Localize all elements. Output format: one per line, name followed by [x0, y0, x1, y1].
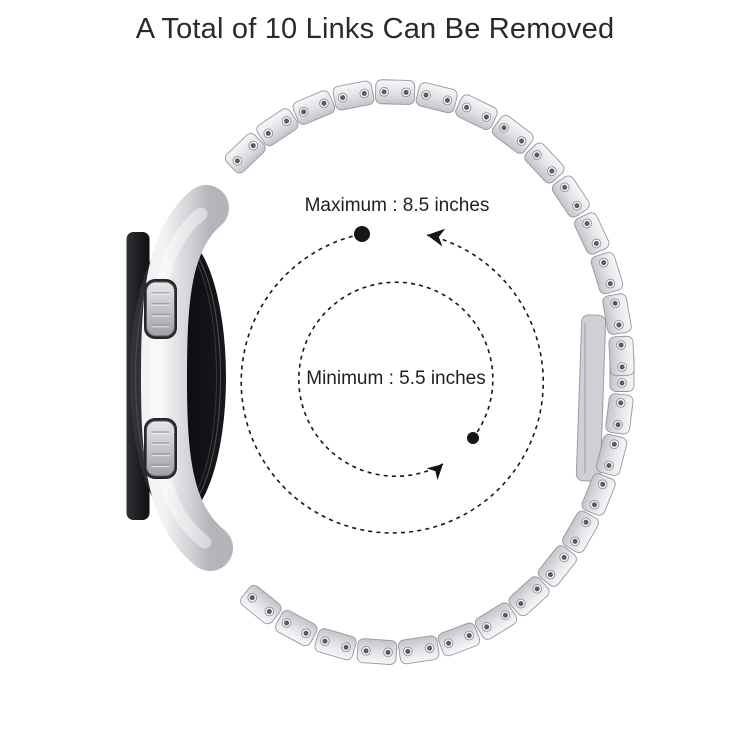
- band-link: [332, 80, 375, 111]
- clockwise-arrow-icon: [427, 458, 449, 480]
- band-link: [398, 635, 440, 665]
- link-screw-core: [620, 381, 625, 386]
- band-link: [550, 174, 592, 220]
- band-link: [415, 81, 459, 114]
- band-link: [490, 113, 536, 156]
- watch-button-upper: [144, 279, 177, 339]
- band-link: [357, 638, 398, 665]
- band-link: [602, 293, 632, 336]
- counterclockwise-arrow-icon: [426, 226, 446, 246]
- minimum-label: Minimum : 5.5 inches: [306, 368, 486, 389]
- watch-button-lower: [144, 418, 177, 479]
- band-link: [590, 251, 625, 295]
- maximum-dot: [354, 226, 370, 242]
- band-link: [313, 627, 357, 661]
- minimum-dot: [467, 432, 479, 444]
- band-link: [238, 583, 283, 626]
- watch-side-view: [127, 208, 227, 548]
- band-link: [522, 141, 566, 186]
- band-link: [291, 89, 336, 126]
- band-link: [605, 393, 634, 435]
- band-link: [273, 608, 319, 648]
- band-link: [375, 80, 415, 105]
- band-link: [573, 211, 611, 257]
- maximum-label: Maximum : 8.5 inches: [304, 195, 490, 216]
- band-link: [609, 336, 635, 376]
- band-link: [436, 621, 481, 657]
- page-title: A Total of 10 Links Can Be Removed: [135, 13, 615, 45]
- band-link: [454, 93, 500, 132]
